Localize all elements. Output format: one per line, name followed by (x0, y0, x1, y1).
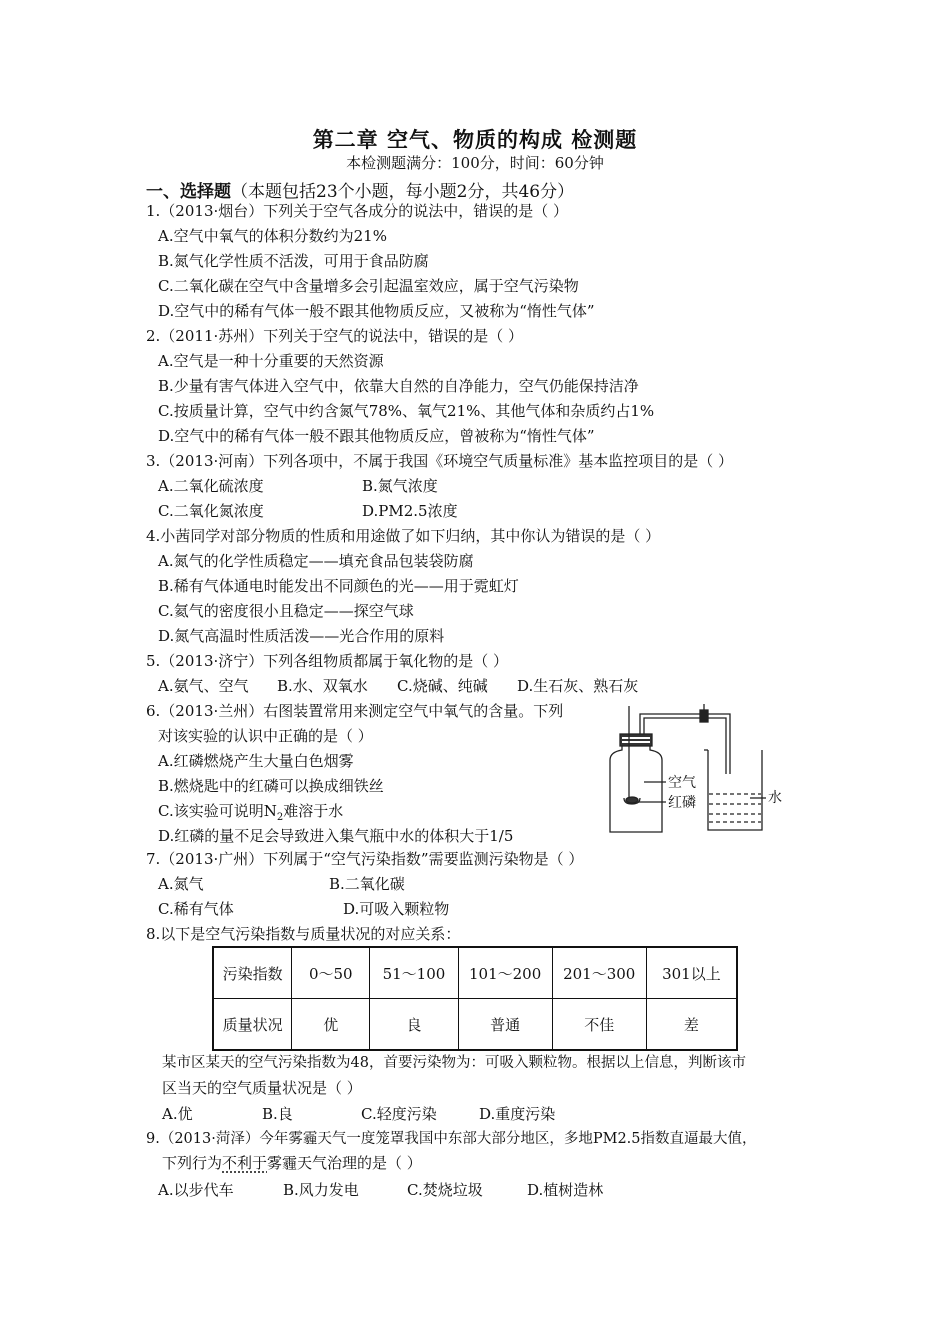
question-2-stem: 2.（2011·苏州）下列关于空气的说法中，错误的是（ ） (146, 327, 524, 345)
question-2-option-b: B.少量有害气体进入空气中，依靠大自然的自净能力，空气仍能保持洁净 (158, 377, 639, 395)
section-title: 一、选择题 (146, 182, 231, 202)
water-beaker (708, 750, 762, 830)
page-subtitle: 本检测题满分：100分，时间：60分钟 (346, 154, 604, 172)
table-cell: 201～300 (552, 947, 646, 999)
figure-label-phosphorus: 红磷 (668, 795, 696, 811)
question-3-option-b: B.氮气浓度 (362, 477, 438, 495)
question-8-description-line2: 区当天的空气质量状况是（ ） (162, 1079, 362, 1097)
question-9-emphasis: 不利于 (222, 1154, 268, 1172)
table-cell: 不佳 (552, 999, 646, 1051)
section-heading (146, 177, 574, 202)
question-3-option-c: C.二氧化氮浓度 (158, 502, 264, 520)
table-cell: 0～50 (292, 947, 370, 999)
question-7-option-a: A.氮气 (158, 875, 204, 893)
question-6-stem-line1: 6.（2013·兰州）右图装置常用来测定空气中氧气的含量。下列 (146, 702, 564, 720)
question-3-option-d: D.PM2.5浓度 (362, 502, 458, 520)
pollution-index-table (212, 946, 738, 1051)
question-1-option-b: B.氮气化学性质不活泼，可用于食品防腐 (158, 252, 429, 270)
question-4-stem: 4.小茜同学对部分物质的性质和用途做了如下归纳，其中你认为错误的是（ ） (146, 527, 661, 545)
table-row (213, 999, 737, 1051)
question-1-option-a: A.空气中氧气的体积分数约为21% (158, 227, 387, 245)
question-8-description-line1: 某市区某天的空气污染指数为48，首要污染物为：可吸入颗粒物。根据以上信息，判断该市 (162, 1055, 746, 1071)
question-1-option-d: D.空气中的稀有气体一般不跟其他物质反应，又被称为“惰性气体” (158, 302, 595, 320)
question-8-stem: 8.以下是空气污染指数与质量状况的对应关系： (146, 925, 461, 943)
question-6-option-b: B.燃烧匙中的红磷可以换成细铁丝 (158, 777, 384, 795)
question-9-option-a: A.以步代车 (158, 1181, 234, 1199)
question-4-option-b: B.稀有气体通电时能发出不同颜色的光——用于霓虹灯 (158, 577, 519, 595)
spring-clamp (700, 710, 708, 722)
question-2-option-d: D.空气中的稀有气体一般不跟其他物质反应，曾被称为“惰性气体” (158, 427, 595, 445)
question-8-option-a: A.优 (162, 1105, 193, 1123)
red-phosphorus (626, 797, 638, 803)
question-4-option-d: D.氮气高温时性质活泼——光合作用的原料 (158, 627, 445, 645)
question-7-option-d: D.可吸入颗粒物 (343, 900, 450, 918)
question-4-option-a: A.氮气的化学性质稳定——填充食品包装袋防腐 (158, 552, 474, 570)
gas-collection-bottle (610, 744, 662, 832)
question-1-option-c: C.二氧化碳在空气中含量增多会引起温室效应，属于空气污染物 (158, 277, 579, 295)
oxygen-measurement-apparatus-figure (600, 700, 800, 840)
question-8-option-d: D.重度污染 (479, 1105, 556, 1123)
question-9-stem-line2 (162, 1153, 422, 1173)
question-8-option-b: B.良 (262, 1105, 293, 1123)
question-6-option-d: D.红磷的量不足会导致进入集气瓶中水的体积大于1/5 (158, 827, 514, 845)
question-2-option-a: A.空气是一种十分重要的天然资源 (158, 352, 384, 370)
question-5-option-a: A.氨气、空气 (158, 677, 249, 695)
table-cell: 质量状况 (213, 999, 292, 1051)
section-note: （本题包括23个小题，每小题2分，共46分） (231, 182, 575, 202)
question-9-option-c: C.焚烧垃圾 (407, 1181, 483, 1199)
figure-label-water: 水 (768, 790, 782, 806)
question-3-stem: 3.（2013·河南）下列各项中，不属于我国《环境空气质量标准》基本监控项目的是（ ） (146, 452, 734, 470)
question-5-option-c: C.烧碱、纯碱 (397, 677, 488, 695)
figure-label-air: 空气 (668, 775, 696, 791)
question-6-stem-line2: 对该实验的认识中正确的是（ ） (158, 727, 373, 745)
question-6-option-a: A.红磷燃烧产生大量白色烟雾 (158, 752, 354, 770)
table-cell: 良 (370, 999, 458, 1051)
question-6-option-c-subscript: 2 (276, 812, 284, 823)
question-4-option-c: C.氦气的密度很小且稳定——探空气球 (158, 602, 414, 620)
table-cell: 污染指数 (213, 947, 292, 999)
question-1-stem: 1.（2013·烟台）下列关于空气各成分的说法中，错误的是（ ） (146, 202, 569, 220)
table-cell: 差 (646, 999, 737, 1051)
table-cell: 301以上 (646, 947, 737, 999)
page-title: 第二章 空气、物质的构成 检测题 (312, 127, 638, 152)
question-3-option-a: A.二氧化硫浓度 (158, 477, 264, 495)
question-5-stem: 5.（2013·济宁）下列各组物质都属于氧化物的是（ ） (146, 652, 509, 670)
table-cell: 51～100 (370, 947, 458, 999)
question-6-option-c-post: 难溶于水 (283, 802, 344, 820)
table-cell: 优 (292, 999, 370, 1051)
question-7-option-c: C.稀有气体 (158, 900, 234, 918)
question-9-stem-line1: 9.（2013·菏泽）今年雾霾天气一度笼罩我国中东部大部分地区，多地PM2.5指数直逼最大值， (146, 1131, 757, 1147)
table-row (213, 947, 737, 999)
question-5-option-d: D.生石灰、熟石灰 (517, 677, 639, 695)
question-7-option-b: B.二氧化碳 (329, 875, 405, 893)
question-9-option-d: D.植树造林 (527, 1181, 604, 1199)
question-6-option-c (158, 801, 343, 828)
question-5-option-b: B.水、双氧水 (277, 677, 368, 695)
question-9-stem-pre: 下列行为 (162, 1154, 223, 1172)
table-cell: 101～200 (458, 947, 552, 999)
question-6-option-c-pre: C.该实验可说明N (158, 802, 277, 820)
question-9-option-b: B.风力发电 (283, 1181, 359, 1199)
question-7-stem: 7.（2013·广州）下列属于“空气污染指数”需要监测污染物是（ ） (146, 850, 584, 868)
table-cell: 普通 (458, 999, 552, 1051)
question-2-option-c: C.按质量计算，空气中约含氮气78%、氧气21%、其他气体和杂质约占1% (158, 402, 655, 420)
rubber-stopper (620, 734, 652, 746)
question-9-stem-post: 雾霾天气治理的是（ ） (267, 1154, 422, 1172)
question-8-option-c: C.轻度污染 (361, 1105, 437, 1123)
